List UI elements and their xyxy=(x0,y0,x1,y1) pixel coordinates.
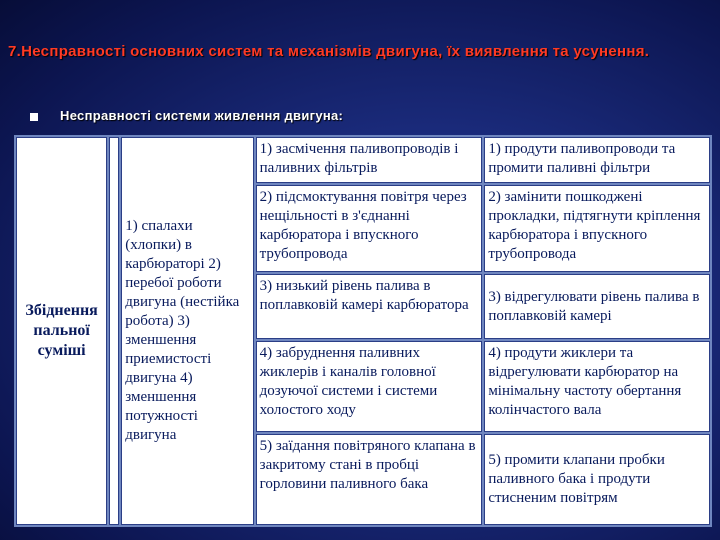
bullet-marker xyxy=(30,113,38,121)
remedy-text: 4) продути жиклери та відрегулювати карбюратор на мінімальну частоту обертання колінчастого вала xyxy=(488,345,682,419)
cause-text: 4) забруднення паливних жиклерів і каналів головної дозуючої системи і системи холостого ходу xyxy=(259,345,438,419)
remedy-cell-3 xyxy=(484,274,710,339)
fault-table xyxy=(14,135,712,527)
remedy-cell-5 xyxy=(484,434,710,525)
symptoms-cell xyxy=(121,137,253,525)
group-cell xyxy=(16,137,107,525)
group-label: Збіднення пальної суміші xyxy=(25,302,98,359)
remedy-text: 1) продути паливопроводи та промити паливні фільтри xyxy=(488,141,676,176)
symptoms-text: 1) спалахи (хлопки) в карбюраторі 2) перебої роботи двигуна (нестійка робота) 3) зменшення приемистості двигуна 4) зменшення потужності двигуна xyxy=(125,218,240,443)
slide-title: 7.Несправності основних систем та механізмів двигуна, їх виявлення та усунення. xyxy=(8,43,650,60)
remedy-cell-1 xyxy=(484,137,710,183)
remedy-text: 3) відрегулювати рівень палива в поплавковій камері xyxy=(488,288,700,324)
remedy-cell-4 xyxy=(484,341,710,432)
cause-cell-3 xyxy=(256,274,483,339)
bullet-heading: Несправності системи живлення двигуна: xyxy=(60,108,344,123)
cause-text: 2) підсмоктування повітря через нещільності в з'єднанні карбюратора і впускного трубопровода xyxy=(259,189,467,263)
spacer-cell xyxy=(109,137,119,525)
cause-text: 3) низький рівень палива в поплавковій камері карбюратора xyxy=(259,278,469,314)
cause-cell-5 xyxy=(256,434,483,525)
remedy-text: 2) замінити пошкоджені прокладки, підтягнути кріплення карбюратора і впускного трубопровода xyxy=(488,189,701,263)
cause-cell-4 xyxy=(256,341,483,432)
remedy-cell-2 xyxy=(484,185,710,272)
cause-text: 1) засмічення паливопроводів і паливних фільтрів xyxy=(259,141,459,176)
cause-cell-2 xyxy=(256,185,483,272)
remedy-text: 5) промити клапани пробки паливного бака і продути стисненим повітрям xyxy=(488,452,665,506)
cause-text: 5) заїдання повітряного клапана в закритому стані в пробці горловини паливного бака xyxy=(259,438,476,493)
cause-cell-1 xyxy=(256,137,483,183)
